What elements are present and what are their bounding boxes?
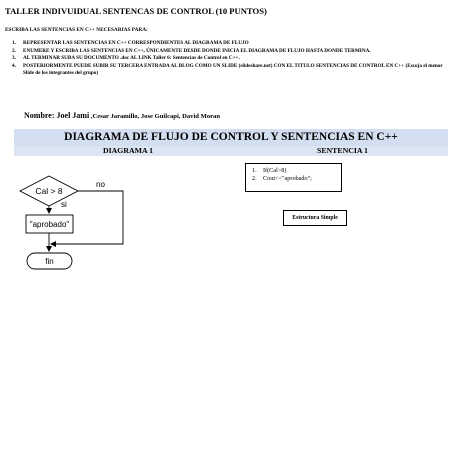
diagram-column-header: DIAGRAMA 1 <box>103 146 154 155</box>
instruction-item <box>5 40 447 48</box>
code-line-text: Cout<<"aprobado"; <box>263 175 312 183</box>
no-label: no <box>96 180 105 189</box>
instruction-text: POSTERIORMENTE PUEDE SUBIR SU TERCERA ENTRADA AL BLOG COMO UN SLIDE (slideshare.net) CON EL TITULO SENTENCIAS DE CONTROL EN C++ (Escoja el menor Slide de los integrantes del grupo) <box>23 62 443 77</box>
author-label: Nombre: Joel Jami <box>24 111 90 120</box>
structure-type-box: Estructura Simple <box>283 210 347 226</box>
instruction-number: 1. <box>12 40 16 46</box>
coauthor-names: ,Cesar Jaramillo, Jose Guilcapi, David Moran <box>89 113 221 120</box>
code-line-number: 1. <box>252 167 257 174</box>
instruction-item <box>5 63 447 78</box>
code-line <box>252 175 312 183</box>
statement-column-header: SENTENCIA 1 <box>317 146 368 155</box>
code-line-text: If(Cal>8) <box>263 167 287 174</box>
instruction-number: 3. <box>12 55 16 62</box>
instruction-text: ENUMERE Y ESCRIBA LAS SENTENCIAS EN C++, ÚNICAMENTE DESDE DONDE INICIA EL DIAGRAMA DE FLUJO HASTA DONDE TERMINA. <box>23 47 371 54</box>
instruction-text: REPRESENTAR LAS SENTENCIAS EN C++ CORRESPONDIENTES AL DIAGRAMA DE FLUJO <box>23 40 249 46</box>
banner-title: DIAGRAMA DE FLUJO DE CONTROL Y SENTENCIAS EN C++ <box>14 129 448 146</box>
end-text: fin <box>45 257 54 266</box>
instruction-item <box>5 48 447 56</box>
decision-text: Cal > 8 <box>35 186 63 196</box>
code-line <box>252 167 312 175</box>
code-box <box>245 163 342 192</box>
banner-columns <box>14 146 448 156</box>
instructions-list <box>5 40 447 78</box>
author-names <box>24 111 220 120</box>
page-title: TALLER INDIVUIDUAL SENTENCAS DE CONTROL (10 PUNTOS) <box>5 6 267 16</box>
code-line-number: 2. <box>252 175 257 183</box>
instruction-number: 2. <box>12 47 16 54</box>
flowchart-diagram <box>0 160 140 280</box>
si-label: si <box>61 200 67 209</box>
instructions-heading: ESCRIBA LAS SENTENCIAS EN C++ NECESARIAS PARA: <box>5 27 148 33</box>
section-banner <box>14 129 448 156</box>
process-text: "aprobado" <box>29 220 70 229</box>
instruction-item <box>5 55 447 63</box>
instruction-number: 4. <box>12 62 16 69</box>
code-lines <box>252 167 312 183</box>
instruction-text: AL TERMINAR SUBA SU DOCUMENTO .doc AL LINK Taller 6: Sentencias de Control en C++. <box>23 55 240 62</box>
